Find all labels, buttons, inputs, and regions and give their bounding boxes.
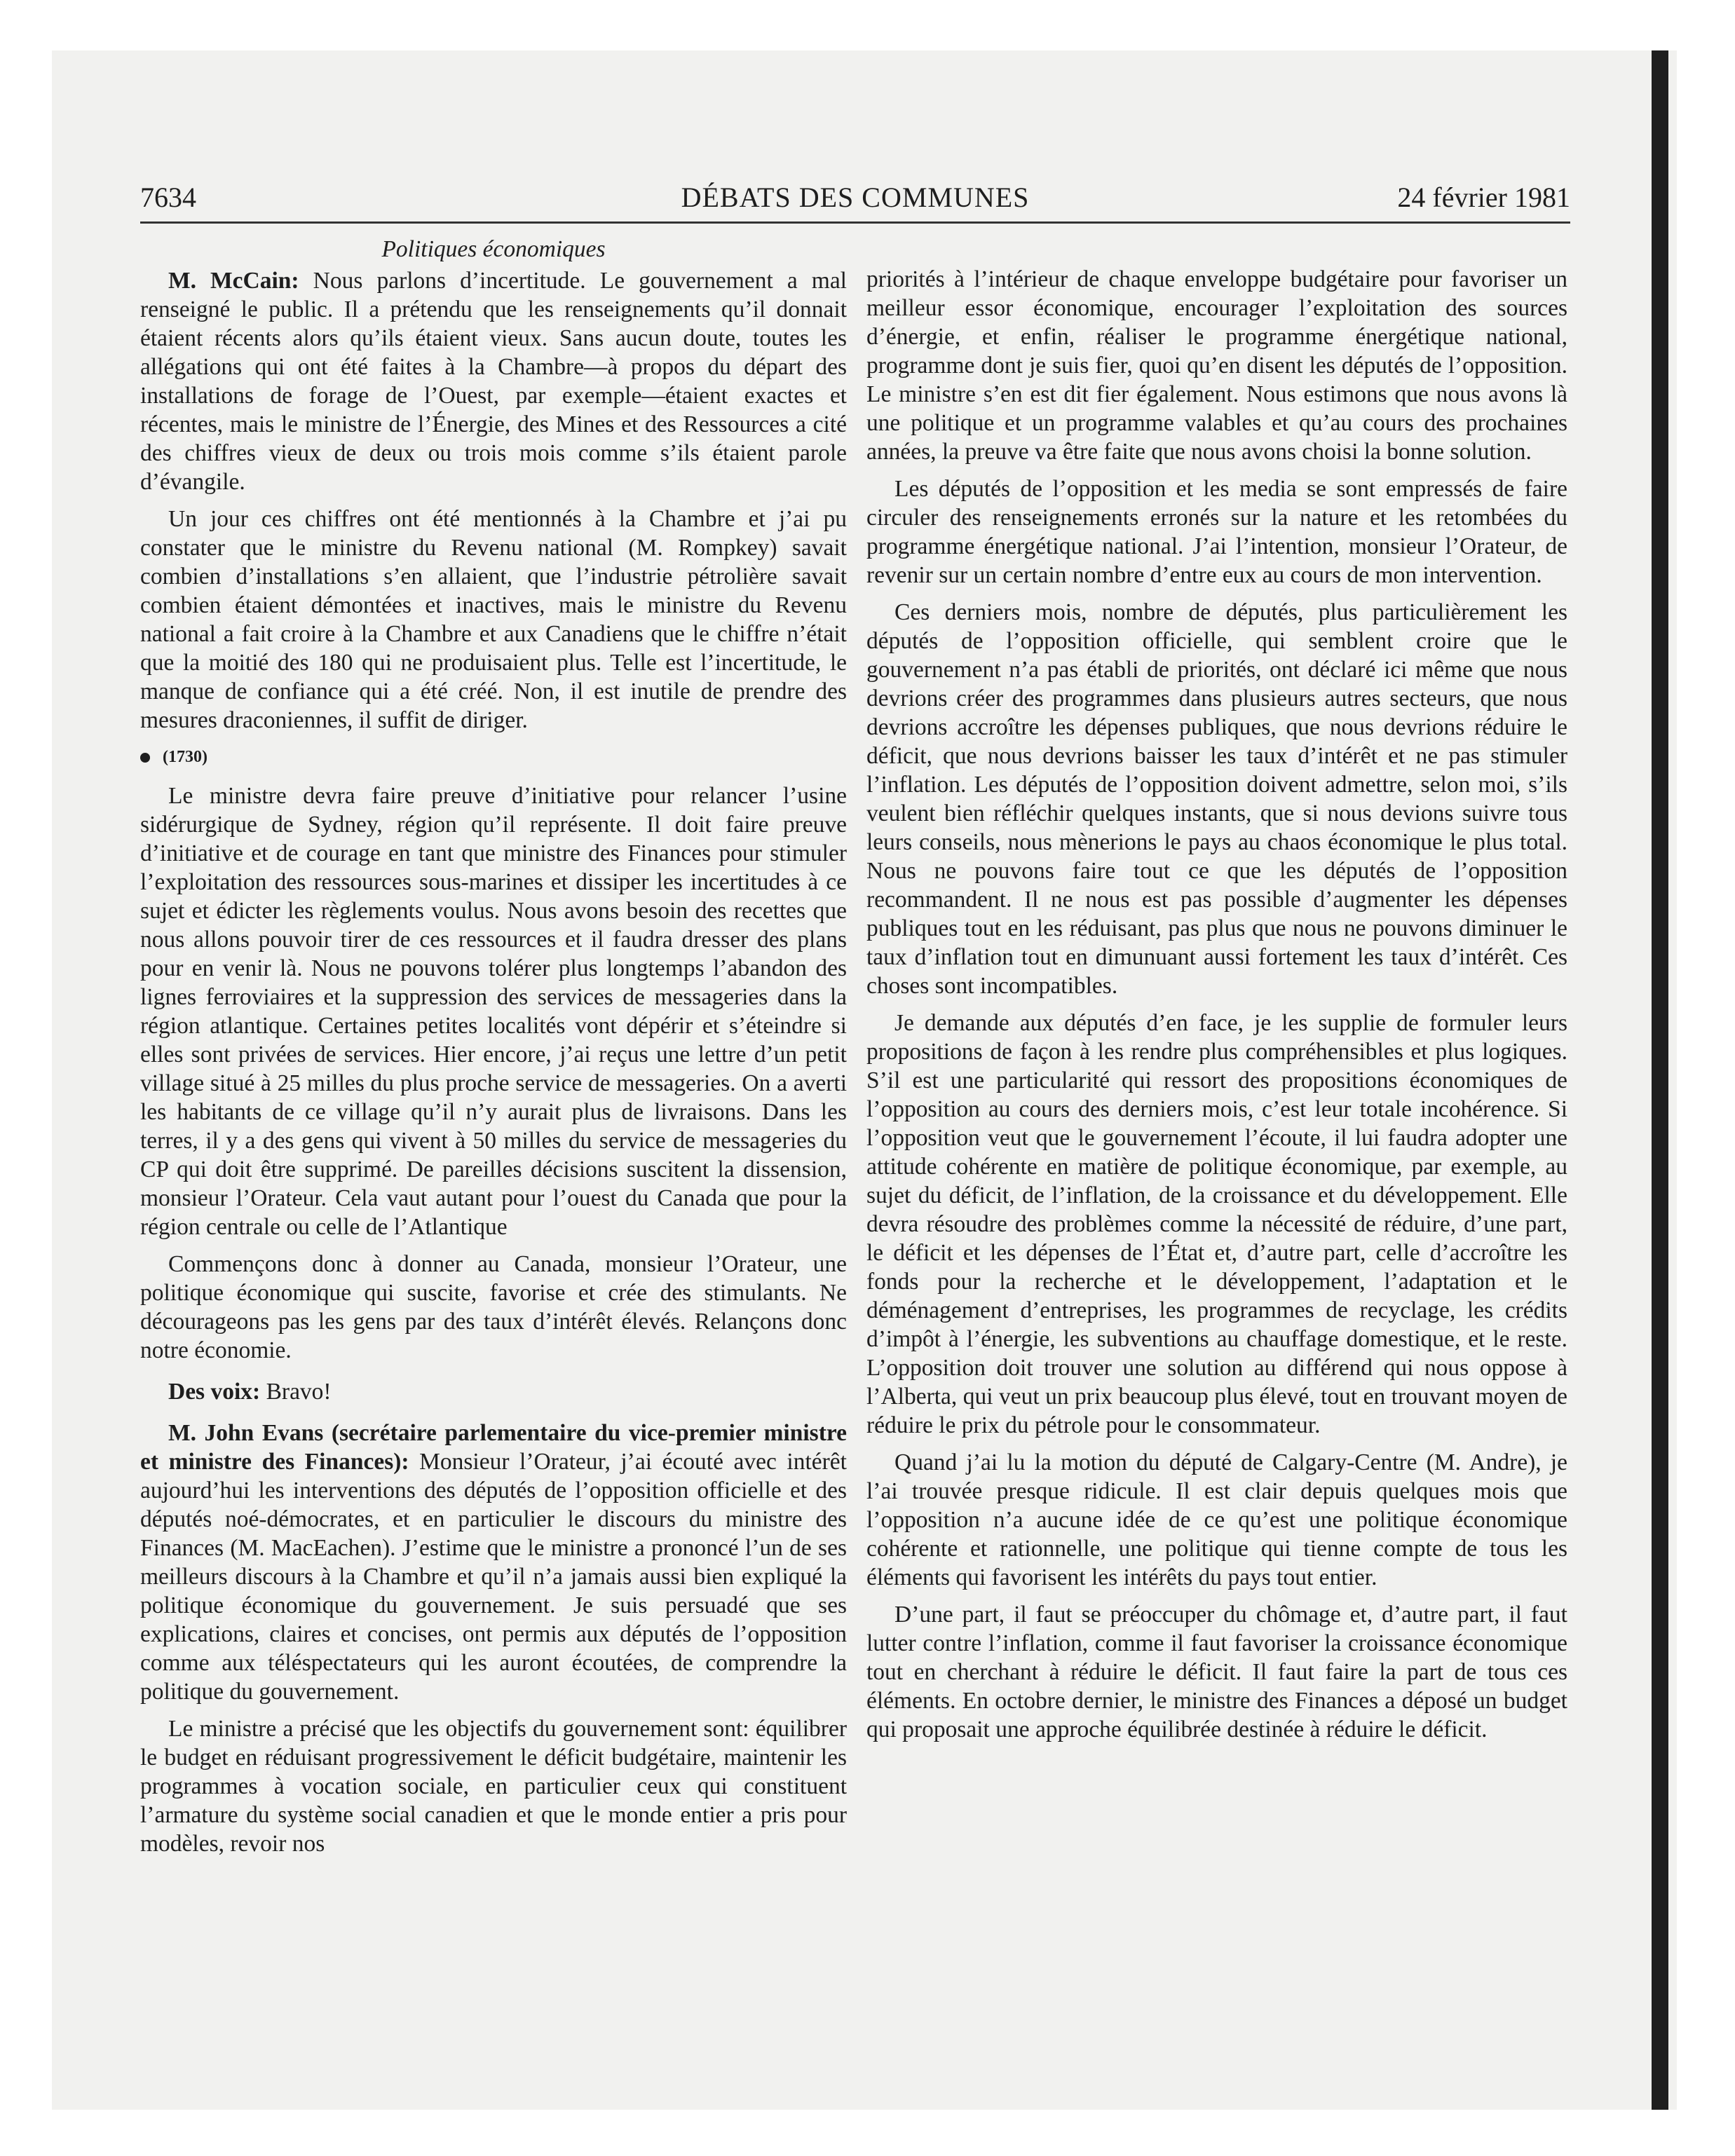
paragraph: Quand j’ai lu la motion du député de Calgary-Centre (M. Andre), je l’ai trouvée presque ridicule. Il est clair depuis quelques mois que l’opposition n’a aucune idée de ce qu’est une politique économique cohérente et rationnelle, une politique qui tienne compte de tous les éléments qui favorisent les intérêts du pays tout entier.	[866, 1449, 1567, 1590]
bullet-icon	[140, 753, 150, 763]
paragraph: Commençons donc à donner au Canada, monsieur l’Orateur, une politique économique qui suscite, favorise et crée des stimulants. Ne décourageons pas les gens par des taux d’intérêt élevés. Relançons donc notre économie.	[140, 1251, 847, 1363]
section-title: Politiques économiques	[381, 236, 606, 262]
timestamp-marker	[140, 743, 847, 772]
paragraph: Le ministre devra faire preuve d’initiative pour relancer l’usine sidérurgique de Sydney, région qu’il représente. Il doit faire preuve d’initiative et de courage en tant que ministre des Finances pour stimuler l’exploitation des ressources sous-marines et dissiper les incertitudes à ce sujet et édicter les règlements voulus. Nous avons besoin des recettes que nous allons pouvoir tirer de ces ressources et il faudra dresser des plans pour en venir là. Nous ne pouvons tolérer plus longtemps l’abandon des lignes ferroviaires et la suppression des services de messageries dans la région atlantique. Certaines petites localités vont dépérir et s’éteindre si elles sont privées de services. Hier encore, j’ai reçus une lettre d’un petit village situé à 25 milles du plus proche service de messageries. On a averti les habitants de ce village qu’il n’y aurait plus de livraisons. Dans les terres, il y a des gens qui vivent à 50 milles du service de messageries du CP qui doit être supprimé. De pareilles décisions suscitent la dissension, monsieur l’Orateur. Cela vaut autant pour l’ouest du Canada que pour la région centrale ou celle de l’Atlantique	[140, 783, 847, 1240]
paragraph: Les députés de l’opposition et les media se sont empressés de faire circuler des renseignements erronés sur la nature et les retombées du programme énergétique national. J’ai l’intention, monsieur l’Orateur, de revenir sur un certain nombre d’entre eux au cours de mon intervention.	[866, 476, 1567, 588]
paragraph	[140, 1419, 847, 1706]
page-date: 24 février 1981	[1397, 182, 1570, 213]
paragraph: D’une part, il faut se préoccuper du chômage et, d’autre part, il faut lutter contre l’inflation, comme il faut favoriser la croissance économique tout en cherchant à réduire le déficit. Il faut faire la part de tous ces éléments. En octobre dernier, le ministre des Finances a déposé un budget qui proposait une approche équilibrée destinée à réduire le déficit.	[866, 1602, 1567, 1742]
publication-title: DÉBATS DES COMMUNES	[681, 182, 1030, 213]
paragraph-text: Bravo!	[260, 1379, 332, 1405]
paragraph: priorités à l’intérieur de chaque enveloppe budgétaire pour favoriser un meilleur essor économique, encourager l’exploitation des sources d’énergie, et enfin, réaliser le programme énergétique national, programme dont je suis fier, quoi qu’en disent les députés de l’opposition. Le ministre s’en est dit fier également. Nous estimons que nous avons là une politique et un programme valables et qu’au cours des prochaines années, la preuve va être faite que nous avons choisi la bonne solution.	[866, 266, 1567, 465]
paragraph-text: Monsieur l’Orateur, j’ai écouté avec intérêt aujourd’hui les interventions des députés de l’opposition officielle et des députés noé-démocrates, et en particulier le discours du ministre des Finances (M. MacEachen). J’estime que le ministre a prononcé l’un de ses meilleurs discours à la Chambre et qu’il n’a jamais aussi bien expliqué la politique économique du gouvernement. Je suis persuadé que ses explications, claires et concises, ont permis aux députés de l’opposition comme aux téléspectateurs qui les auront écoutées, de comprendre la politique du gouvernement.	[140, 1449, 847, 1705]
timestamp: (1730)	[163, 748, 207, 766]
right-column	[866, 265, 1567, 1752]
paragraph	[140, 1377, 847, 1406]
paragraph: Je demande aux députés d’en face, je les supplie de formuler leurs propositions de façon à les rendre plus compréhensibles et plus logiques. S’il est une particularité qui ressort des propositions économiques de l’opposition au cours des derniers mois, c’est leur totale incohérence. Si l’opposition veut que le gouvernement l’écoute, il lui faudra adopter une attitude cohérente en matière de politique économique, par exemple, au sujet du déficit, de l’inflation, de la croissance et du développement. Elle devra résoudre des problèmes comme la nécessité de réduire, d’une part, le déficit et les dépenses de l’État et, d’autre part, celle d’accroître les fonds pour la recherche et le développement, l’adaptation et le déménagement d’entreprises, les programmes de recyclage, les crédits d’impôt à l’énergie, les subventions au chauffage domestique, et le reste. L’opposition doit trouver une solution au différend qui nous oppose à l’Alberta, qui veut un prix beaucoup plus élevé, tout en trouvant moyen de réduire le prix du pétrole pour le consommateur.	[866, 1010, 1567, 1438]
scan-edge-bar	[1652, 50, 1668, 2110]
speaker-name: M. McCain:	[168, 268, 299, 294]
paragraph: Ces derniers mois, nombre de députés, plus particulièrement les députés de l’opposition officielle, qui semblent croire que le gouvernement n’a pas établi de priorités, ont déclaré ici même que nous devrions créer des programmes dans plusieurs autres secteurs, que nous devrions accroître les dépenses publiques, que nous devrions réduire le déficit, que nous devrions baisser les taux d’intérêt et ne pas stimuler l’inflation. Les députés de l’opposition doivent admettre, selon moi, s’ils veulent bien réfléchir quelques instants, que si nous devions suivre tous leurs conseils, nous mènerions le pays au chaos économique le plus total. Nous ne pouvons faire tout ce que les députés de l’opposition recommandent. Il ne nous est pas possible d’augmenter les dépenses publiques tout en les réduisant, pas plus que nous ne pouvons diminuer le taux d’inflation tout en dimunuant aussi fortement les taux d’intérêt. Ces choses sont incompatibles.	[866, 599, 1567, 999]
paragraph: Un jour ces chiffres ont été mentionnés à la Chambre et j’ai pu constater que le ministre du Revenu national (M. Rompkey) savait combien d’installations s’en allaient, que l’industrie pétrolière savait combien étaient démontées et inactives, mais le ministre du Revenu national a fait croire à la Chambre et aux Canadiens que le chiffre n’était que la moitié des 180 qui ne produisaient plus. Telle est l’incertitude, le manque de confiance qui a été créé. Non, il est inutile de prendre des mesures draconiennes, il suffit de diriger.	[140, 506, 847, 733]
speaker-name: M. John Evans (secrétaire parlementaire du vice-premier ministre et ministre des Finances):	[140, 1420, 847, 1475]
page-header	[140, 179, 1570, 224]
left-column	[140, 235, 847, 1867]
paragraph-text: Nous parlons d’incertitude. Le gouvernement a mal renseigné le public. Il a prétendu que les renseignements qu’il donnait étaient récents alors qu’ils étaient vieux. Sans aucun doute, toutes les allégations qui ont été faites à la Chambre—à propos du départ des installations de forage de l’Ouest, par exemple—étaient exactes et récentes, mais le ministre de l’Énergie, des Mines et des Ressources a cité des chiffres vieux de deux ou trois mois comme s’ils étaient parole d’évangile.	[140, 268, 847, 495]
speaker-name: Des voix:	[168, 1379, 261, 1405]
paragraph	[140, 266, 847, 496]
page-number: 7634	[140, 182, 196, 213]
paragraph: Le ministre a précisé que les objectifs du gouvernement sont: équilibrer le budget en réduisant progressivement le déficit budgétaire, maintenir les programmes à vocation sociale, en particulier ceux qui constituent l’armature du système social canadien et que le monde entier a pris pour modèles, revoir nos	[140, 1716, 847, 1857]
